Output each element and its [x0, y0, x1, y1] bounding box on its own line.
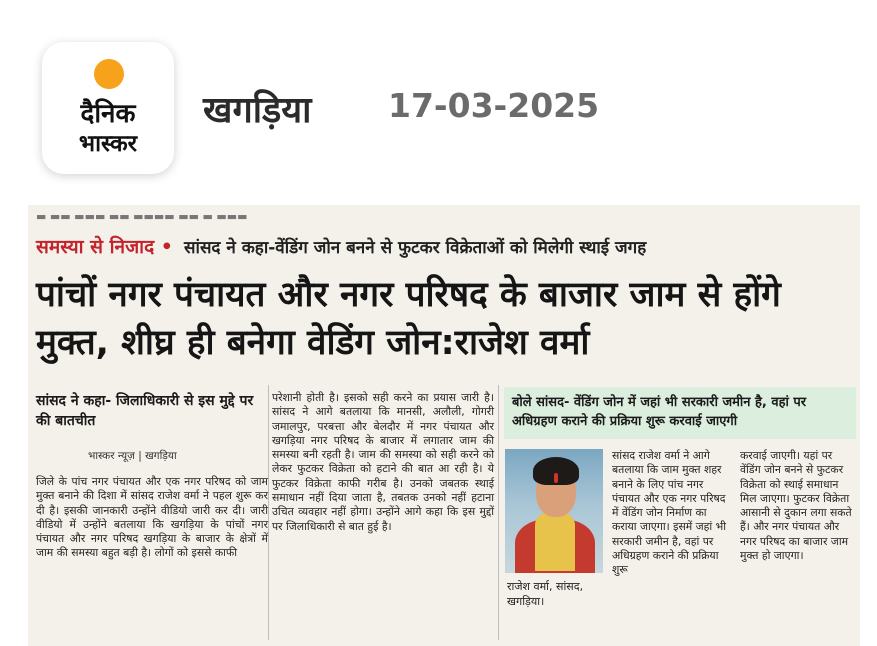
headline: पांचों नगर पंचायत और नगर परिषद के बाजार जाम से होंगे मुक्त, शीघ्र ही बनेगा वेडिंग जोन:राजेश वर्मा [36, 275, 781, 363]
mp-portrait-photo [505, 449, 603, 573]
kicker-line [36, 233, 646, 261]
body-column-2: परेशानी होती है। इसको सही करने का प्रयास जारी है। सांसद ने आगे बतलाया कि मानसी, अलौली, गोगरी जमालपुर, परबत्ता और बेलदौर में नगर पंचायत और खगड़िया नगर परिषद के बाजार में लगातार जाम की समस्या बनी रहती है। जाम की समस्या को सही करने को लेकर फुटकर विक्रेता को हटाने की बात आ रही है। ये फुटकर विक्रेता काफी गरीब है। उनको जबतक स्थाई समाधान नहीं दिया जाता है, तबतक उनको नहीं हटाना उचित व्यवहार नहीं होगा। उन्होंने आगे कहा कि इस मुद्दों पर जिलाधिकारी से बात हुई है। [272, 391, 494, 533]
quote-box [504, 387, 856, 439]
subheadline: सांसद ने कहा- जिलाधिकारी से इस मुद्दे पर की बातचीत [36, 393, 254, 429]
sun-icon [94, 59, 124, 89]
kicker-subtitle: सांसद ने कहा-वेंडिंग जोन बनने से फुटकर विक्रेताओं को मिलेगी स्थाई जगह [184, 238, 647, 258]
dainik-bhaskar-logo [42, 42, 174, 174]
header-bar [0, 0, 877, 205]
photo-caption: राजेश वर्मा, सांसद, खगड़िया। [507, 580, 584, 608]
city-name: खगड़िया [203, 90, 312, 131]
publication-date: 17-03-2025 [388, 86, 600, 125]
body-column-1: जिले के पांच नगर पंचायत और एक नगर परिषद को जाम मुक्त बनाने की दिशा में सांसद राजेश वर्मा ने पहल शुरू कर दी है। इसकी जानकारी उन्होंने वीडियो जारी कर दी। जारी वीडियो में उन्होंने बतलाया कि खगड़िया के पांचों नगर पंचायत और नगर परिषद खगड़िया के बाजार के क्षेत्रों में जाम की समस्या बहुत बड़ी है। लोगों को इससे काफी [36, 475, 268, 560]
quote-text: बोले सांसद- वेंडिंग जोन में जहां भी सरकारी जमीन है, वहां पर अधिग्रहण कराने की प्रक्रिया शुरू करवाई जाएगी [512, 395, 807, 429]
column-divider [268, 385, 269, 640]
logo-line2: भास्कर [78, 131, 138, 157]
newspaper-clipping [28, 205, 860, 646]
body-column-3: सांसद राजेश वर्मा ने आगे बतलाया कि जाम मुक्त शहर बनाने के लिए पांच नगर पंचायत और एक नगर परिषद में वेंडिंग जोन निर्माण का कराया जाएगा। इसमें जहां भी सरकारी जमीन है, वहां पर अधिग्रहण कराने की प्रक्रिया शुरू [612, 449, 727, 577]
column-divider [498, 385, 499, 640]
kicker: समस्या से निजाद • [36, 236, 173, 258]
logo-line1: दैनिक [80, 99, 136, 129]
torn-edge-text: ▬ ▬▬ ▬▬▬ ▬▬ ▬▬▬▬ ▬▬ ▬ ▬▬▬ [36, 210, 248, 222]
body-column-4: करवाई जाएगी। यहां पर वेंडिंग जोन बनने से फुटकर विक्रेता को स्थाई समाधान मिल जाएगा। फुटकर विक्रेता आसानी से दुकान लगा सकते हैं। और नगर पंचायत और नगर परिषद का बाजार जाम मुक्त हो जाएगा। [740, 449, 852, 563]
byline: भास्कर न्यूज़ | खगड़िया [88, 450, 177, 462]
